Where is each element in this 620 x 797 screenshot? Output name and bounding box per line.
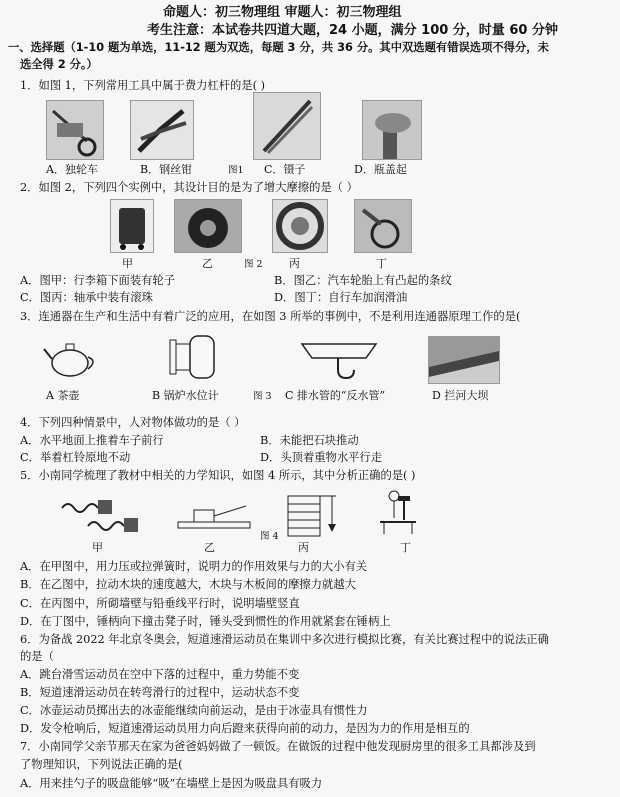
bicycle-oil-icon — [354, 199, 412, 253]
q3-figure-label: 图 3 — [253, 391, 272, 402]
q5-option-a: A．在甲图中，用力压或拉弹簧时，说明力的作用效果与力的大小有关 — [20, 560, 368, 573]
q7-stem-cont: 了物理知识，下列说法正确的是( — [20, 758, 183, 771]
q1-figure-label: 图1 — [228, 165, 244, 176]
tire-icon — [174, 199, 242, 253]
q4-option-b: B．未能把石块推动 — [260, 434, 359, 447]
q5-option-d: D．在丁图中，锤柄向下撞击凳子时，锤头受到惯性的作用就紧套在锤柄上 — [20, 615, 391, 628]
q4-option-a: A．水平地面上推着车子前行 — [20, 434, 164, 447]
q4-stem: 4．下列四种情景中，人对物体做功的是（ ） — [20, 416, 246, 429]
q5-caption-bing: 丙 — [298, 541, 309, 554]
section-title: 一、选择题（1-10 题为单选，11-12 题为双选，每题 3 分，共 36 分。其中双选题有错误选项不得分，未 — [8, 41, 549, 54]
friction-block-icon — [176, 498, 252, 532]
q6-option-b: B．短道速滑运动员在转弯滑行的过程中，运动状态不变 — [20, 686, 300, 699]
q7-stem: 7．小南同学父亲节那天在家为爸爸妈妈做了一顿饭。在做饭的过程中他发现厨房里的很多工具都涉及到 — [20, 740, 536, 753]
pliers-icon — [130, 100, 194, 160]
q2-caption-bing: 丙 — [289, 257, 300, 270]
wheelbarrow-icon — [46, 100, 104, 160]
q3-caption-c: C 排水管的“反水管” — [285, 389, 386, 402]
q2-option-c: C．图丙：轴承中装有滚珠 — [20, 291, 153, 304]
plumb-line-wall-icon — [284, 492, 346, 538]
hammer-bench-icon — [370, 488, 424, 538]
section-title-cont: 选全得 2 分。） — [20, 58, 98, 71]
q3-caption-b: B 锅炉水位计 — [152, 389, 219, 402]
q5-option-c: C．在丙图中，所砌墙壁与铅垂线平行时，说明墙壁竖直 — [20, 597, 300, 610]
q5-caption-jia: 甲 — [92, 541, 103, 554]
q1-caption-a: A．独轮车 — [46, 163, 98, 176]
q2-option-d: D．图丁：自行车加润滑油 — [274, 291, 408, 304]
q5-caption-ding: 丁 — [400, 541, 411, 554]
drain-pipe-icon — [296, 332, 382, 386]
exam-notice: 考生注意：本试卷共四道大题，24 小题，满分 100 分，时量 60 分钟 — [147, 23, 558, 38]
suitcase-icon — [110, 199, 154, 253]
q2-caption-ding: 丁 — [376, 257, 387, 270]
q2-caption-yi: 乙 — [202, 257, 213, 270]
q1-caption-d: D．瓶盖起 — [354, 163, 407, 176]
q2-caption-jia: 甲 — [122, 257, 133, 270]
q7-option-a: A．用来挂勺子的吸盘能够“吸”在墙壁上是因为吸盘具有吸力 — [20, 777, 323, 790]
spring-icon — [58, 496, 140, 536]
q6-option-a: A．跳台滑雪运动员在空中下落的过程中，重力势能不变 — [20, 668, 300, 681]
q3-caption-d: D 拦河大坝 — [432, 389, 489, 402]
q5-stem: 5．小南同学梳理了教材中相关的力学知识，如图 4 所示，其中分析正确的是( ) — [20, 469, 416, 482]
q6-stem-cont: 的是（ — [20, 650, 54, 663]
q6-stem: 6．为备战 2022 年北京冬奥会，短道速滑运动员在集训中多次进行模拟比赛，有关比赛过程中的说法正确 — [20, 633, 549, 646]
q1-stem: 1．如图 1，下列常用工具中属于费力杠杆的是( ) — [20, 79, 266, 92]
dam-icon — [428, 336, 500, 384]
q1-caption-b: B．钢丝钳 — [140, 163, 193, 176]
exam-authors: 命题人：初三物理组 审题人：初三物理组 — [163, 5, 402, 20]
q2-figure-label: 图 2 — [244, 259, 263, 270]
q4-option-d: D．头顶着重物水平行走 — [260, 451, 383, 464]
boiler-gauge-icon — [160, 330, 220, 382]
q3-caption-a: A 茶壶 — [46, 389, 80, 402]
q1-caption-c: C．镊子 — [264, 163, 306, 176]
teapot-icon — [42, 335, 100, 379]
bottle-opener-icon — [362, 100, 422, 160]
q3-stem: 3．连通器在生产和生活中有着广泛的应用，在如图 3 所举的事例中，不是利用连通器原理工作的是( — [20, 310, 521, 323]
q2-stem: 2．如图 2，下列四个实例中，其设计目的是为了增大摩擦的是（ ） — [20, 181, 358, 194]
q5-caption-yi: 乙 — [204, 541, 215, 554]
q6-option-c: C．冰壶运动员掷出去的冰壶能继续向前运动，是由于冰壶具有惯性力 — [20, 704, 368, 717]
q6-option-d: D．发令枪响后，短道速滑运动员用力向后蹬来获得向前的动力，是因为力的作用是相互的 — [20, 722, 470, 735]
q2-option-a: A．图甲：行李箱下面装有轮子 — [20, 274, 176, 287]
q4-option-c: C．举着杠铃原地不动 — [20, 451, 131, 464]
q2-option-b: B．图乙：汽车轮胎上有凸起的条纹 — [274, 274, 452, 287]
bearing-icon — [272, 199, 328, 253]
q5-option-b: B．在乙图中，拉动木块的速度越大，木块与木板间的摩擦力就越大 — [20, 578, 356, 591]
tweezers-icon — [253, 92, 321, 160]
q5-figure-label: 图 4 — [260, 531, 279, 542]
